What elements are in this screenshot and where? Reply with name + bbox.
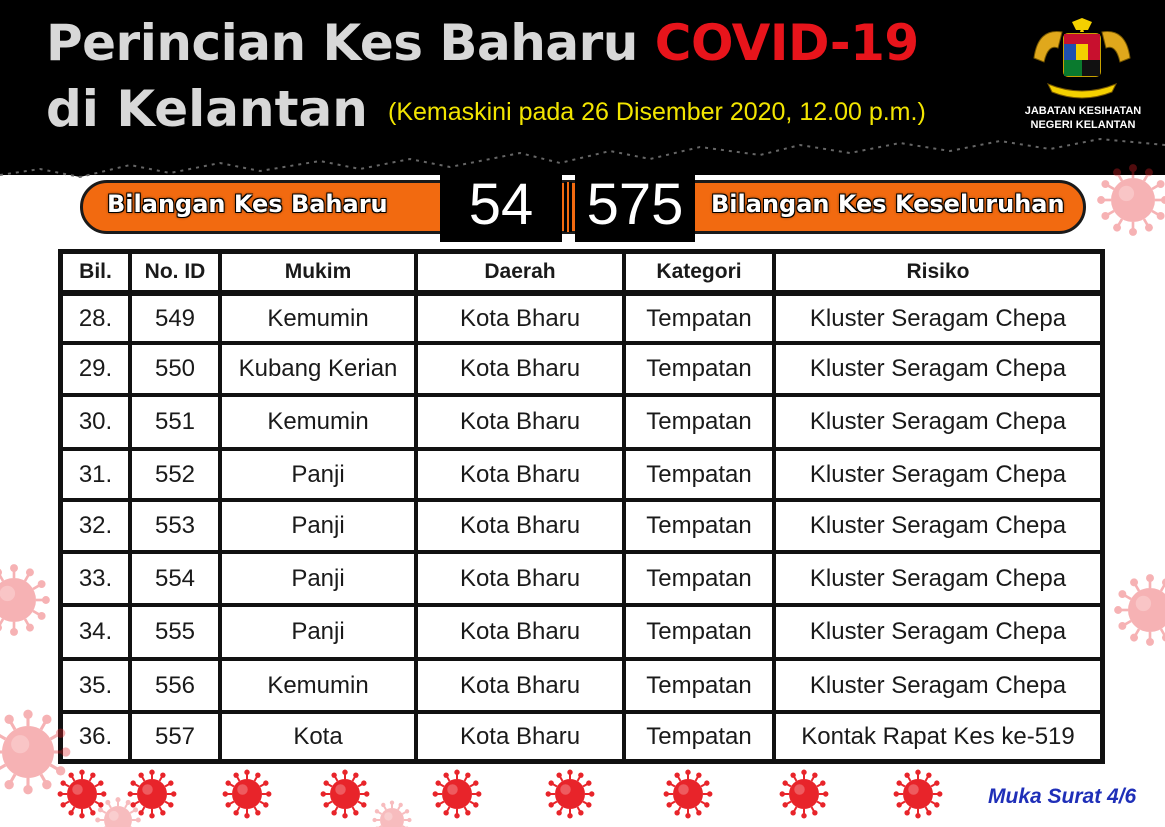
table-cell: Tempatan	[626, 502, 772, 550]
virus-icon	[321, 770, 370, 819]
table-cell: 32.	[63, 502, 128, 550]
virus-icon	[664, 770, 713, 819]
virus-icon	[0, 564, 50, 636]
table-cell: Kota Bharu	[418, 397, 622, 447]
column-header: Daerah	[418, 254, 622, 290]
title-region: di Kelantan	[46, 80, 368, 138]
table-cell: 557	[132, 714, 218, 759]
table-cell: Kontak Rapat Kes ke-519	[776, 714, 1100, 759]
table-cell: Panji	[222, 451, 414, 498]
coat-of-arms-icon	[1028, 18, 1136, 100]
table-cell: 31.	[63, 451, 128, 498]
table-cell: Kluster Seragam Chepa	[776, 451, 1100, 498]
table-cell: 551	[132, 397, 218, 447]
table-cell: Kota	[222, 714, 414, 759]
table-cell: Tempatan	[626, 554, 772, 603]
table-cell: 28.	[63, 296, 128, 341]
page-title	[46, 14, 919, 72]
table-cell: Kluster Seragam Chepa	[776, 397, 1100, 447]
table-cell: Kluster Seragam Chepa	[776, 554, 1100, 603]
table-cell: 35.	[63, 661, 128, 710]
table-cell: Kluster Seragam Chepa	[776, 661, 1100, 710]
virus-icon	[894, 770, 943, 819]
column-header: Mukim	[222, 254, 414, 290]
table-cell: 33.	[63, 554, 128, 603]
table-cell: 554	[132, 554, 218, 603]
table-cell: Kota Bharu	[418, 661, 622, 710]
agency-name	[1010, 104, 1156, 132]
update-timestamp: (Kemaskini pada 26 Disember 2020, 12.00 p.m.)	[388, 98, 926, 126]
table-cell: Kluster Seragam Chepa	[776, 345, 1100, 393]
table-cell: Kota Bharu	[418, 451, 622, 498]
column-header: Kategori	[626, 254, 772, 290]
column-header: Risiko	[776, 254, 1100, 290]
table-cell: Kemumin	[222, 661, 414, 710]
title-covid: COVID-19	[654, 14, 919, 72]
column-header: No. ID	[132, 254, 218, 290]
table-cell: Kota Bharu	[418, 345, 622, 393]
table-cell: Kota Bharu	[418, 554, 622, 603]
table-cell: Kota Bharu	[418, 502, 622, 550]
total-cases-value: 575	[575, 168, 695, 242]
count-divider	[564, 182, 572, 232]
table-cell: Panji	[222, 502, 414, 550]
virus-icon	[95, 797, 141, 827]
table-cell: 553	[132, 502, 218, 550]
total-cases-label: Bilangan Kes Keseluruhan	[711, 190, 1065, 218]
virus-icon	[128, 770, 177, 819]
page-number: Muka Surat 4/6	[988, 785, 1137, 808]
title-main: Perincian Kes Baharu	[46, 14, 638, 72]
column-header: Bil.	[63, 254, 128, 290]
table-cell: 556	[132, 661, 218, 710]
table-cell: 555	[132, 607, 218, 657]
table-cell: Tempatan	[626, 397, 772, 447]
table-cell: 36.	[63, 714, 128, 759]
table-cell: Kota Bharu	[418, 296, 622, 341]
new-cases-value: 54	[440, 168, 562, 242]
table-cell: Kota Bharu	[418, 714, 622, 759]
table-cell: Kemumin	[222, 296, 414, 341]
table-cell: Tempatan	[626, 451, 772, 498]
table-cell: 550	[132, 345, 218, 393]
table-cell: Panji	[222, 554, 414, 603]
agency-line-2: NEGERI KELANTAN	[1030, 119, 1136, 131]
table-cell: Panji	[222, 607, 414, 657]
virus-icon	[433, 770, 482, 819]
cases-table	[58, 249, 1105, 764]
table-cell: Kluster Seragam Chepa	[776, 502, 1100, 550]
table-cell: Kubang Kerian	[222, 345, 414, 393]
table-cell: 34.	[63, 607, 128, 657]
agency-line-1: JABATAN KESIHATAN	[1024, 105, 1142, 117]
table-cell: 30.	[63, 397, 128, 447]
table-cell: Tempatan	[626, 661, 772, 710]
virus-icon	[780, 770, 829, 819]
table-cell: 549	[132, 296, 218, 341]
table-cell: Kluster Seragam Chepa	[776, 607, 1100, 657]
virus-icon	[1114, 574, 1165, 646]
table-cell: 552	[132, 451, 218, 498]
table-cell: Tempatan	[626, 607, 772, 657]
table-cell: Kemumin	[222, 397, 414, 447]
table-cell: Tempatan	[626, 345, 772, 393]
virus-icon	[58, 770, 107, 819]
virus-icon	[546, 770, 595, 819]
table-cell: Tempatan	[626, 296, 772, 341]
table-cell: Kota Bharu	[418, 607, 622, 657]
table-cell: 29.	[63, 345, 128, 393]
new-cases-label: Bilangan Kes Baharu	[107, 190, 388, 218]
table-cell: Tempatan	[626, 714, 772, 759]
table-cell: Kluster Seragam Chepa	[776, 296, 1100, 341]
virus-icon	[372, 800, 411, 827]
virus-icon	[223, 770, 272, 819]
